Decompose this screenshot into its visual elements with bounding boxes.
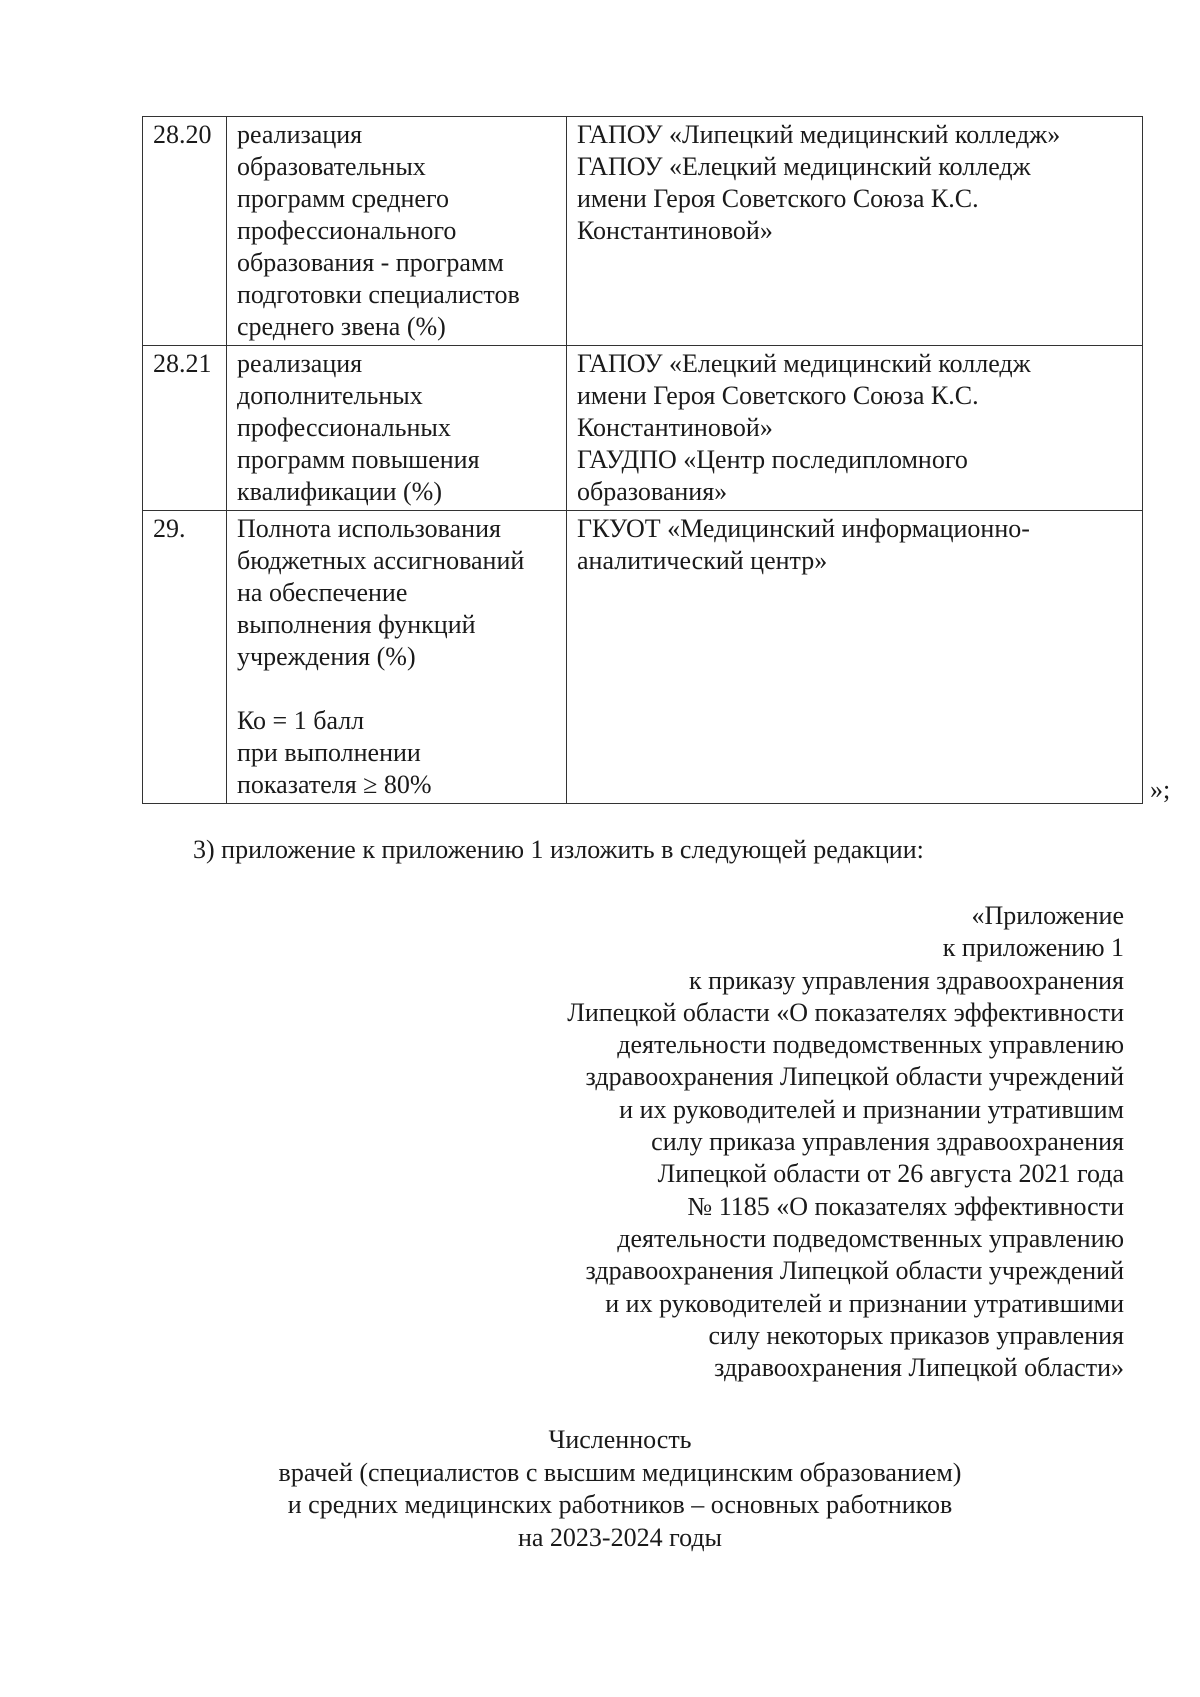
appendix-line: силу приказа управления здравоохранения <box>651 1127 1124 1157</box>
indicator-note-line: при выполнении <box>237 738 421 767</box>
indicator-line: профессиональных <box>237 413 451 442</box>
table-row <box>143 511 1143 804</box>
appendix-line: № 1185 «О показателях эффективности <box>687 1191 1124 1221</box>
blank-line <box>237 673 556 705</box>
indicator-line: среднего звена (%) <box>237 312 446 341</box>
appendix-line: и их руководителей и признании утратившим <box>619 1094 1124 1124</box>
institution-line: ГАПОУ «Елецкий медицинский колледж <box>577 152 1031 181</box>
institution-line: ГАПОУ «Елецкий медицинский колледж <box>577 349 1031 378</box>
appendix-line: «Приложение <box>971 901 1124 930</box>
row-number: 29. <box>143 511 227 804</box>
indicator-line: образовательных <box>237 152 426 181</box>
indicator-line: учреждения (%) <box>237 642 416 671</box>
institution-line: Константиновой» <box>577 216 773 245</box>
table-row <box>143 346 1143 511</box>
row-number: 28.21 <box>143 346 227 511</box>
indicator-line: бюджетных ассигнований <box>237 546 525 575</box>
table-closing-mark: »; <box>1150 775 1171 804</box>
appendix-line: и их руководителей и признании утратившими <box>605 1288 1124 1318</box>
appendix-line: Липецкой области от 26 августа 2021 года <box>657 1159 1124 1189</box>
row-number: 28.20 <box>143 117 227 346</box>
indicator-line: на обеспечение <box>237 578 408 607</box>
table-row <box>143 117 1143 346</box>
institution-line: имени Героя Советского Союза К.С. <box>577 184 979 213</box>
heading-line: врачей (специалистов с высшим медицинским образованием) <box>278 1457 962 1487</box>
section-heading <box>150 1424 1090 1554</box>
institutions-cell <box>567 117 1143 346</box>
institution-line: ГАУДПО «Центр последипломного <box>577 445 968 474</box>
indicator-cell <box>227 346 567 511</box>
institutions-cell <box>567 511 1143 804</box>
indicator-line: профессионального <box>237 216 457 245</box>
institution-line: ГАПОУ «Липецкий медицинский колледж» <box>577 120 1061 149</box>
indicator-note-line: Ко = 1 балл <box>237 706 365 735</box>
appendix-line: здравоохранения Липецкой области учреждений <box>585 1256 1124 1286</box>
indicator-line: квалификации (%) <box>237 477 442 506</box>
appendix-line: Липецкой области «О показателях эффективности <box>567 997 1124 1027</box>
institution-line: ГКУОТ «Медицинский информационно- <box>577 514 1030 543</box>
indicator-line: программ среднего <box>237 184 449 213</box>
indicator-cell <box>227 117 567 346</box>
institution-line: Константиновой» <box>577 413 773 442</box>
appendix-line: деятельности подведомственных управлению <box>617 1223 1124 1253</box>
appendix-line: здравоохранения Липецкой области» <box>714 1353 1124 1383</box>
appendix-header <box>567 900 1124 1384</box>
indicator-line: реализация <box>237 120 363 149</box>
appendix-line: здравоохранения Липецкой области учреждений <box>585 1062 1124 1092</box>
appendix-line: к приказу управления здравоохранения <box>689 965 1124 995</box>
institution-line: аналитический центр» <box>577 546 828 575</box>
heading-line: на 2023-2024 годы <box>517 1522 723 1552</box>
amendment-paragraph: 3) приложение к приложению 1 изложить в следующей редакции: <box>193 835 924 864</box>
indicator-line: выполнения функций <box>237 610 476 639</box>
indicator-line: Полнота использования <box>237 514 501 543</box>
indicator-line: реализация <box>237 349 363 378</box>
heading-title: Численность <box>548 1425 692 1454</box>
appendix-line: к приложению 1 <box>942 933 1124 963</box>
appendix-line: силу некоторых приказов управления <box>708 1320 1124 1350</box>
indicator-line: дополнительных <box>237 381 423 410</box>
institution-line: имени Героя Советского Союза К.С. <box>577 381 979 410</box>
indicators-table <box>142 116 1143 804</box>
indicator-line: образования - программ <box>237 248 504 277</box>
indicator-line: программ повышения <box>237 445 480 474</box>
institutions-cell <box>567 346 1143 511</box>
indicator-note-line: показателя ≥ 80% <box>237 770 432 799</box>
indicator-line: подготовки специалистов <box>237 280 520 309</box>
appendix-line: деятельности подведомственных управлению <box>617 1030 1124 1060</box>
institution-line: образования» <box>577 477 728 506</box>
heading-line: и средних медицинских работников – основных работников <box>287 1490 953 1519</box>
indicator-cell <box>227 511 567 804</box>
